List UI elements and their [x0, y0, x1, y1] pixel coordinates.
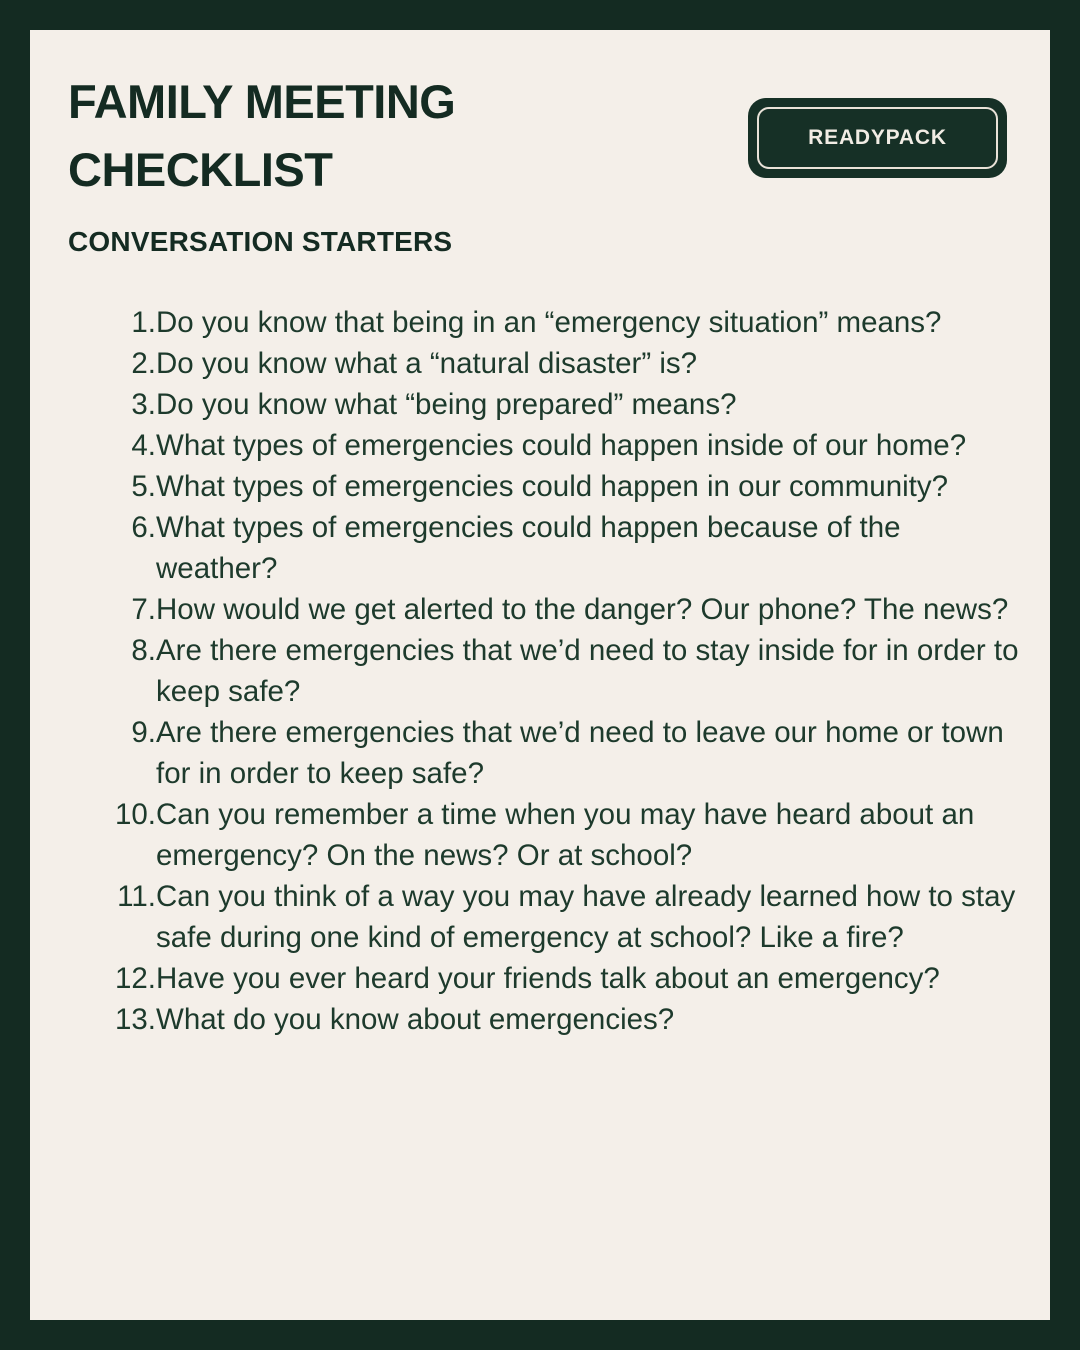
list-item-text: Are there emergencies that we’d need to stay inside for in order to keep safe? [156, 634, 1019, 708]
list-item-number: 4. [131, 429, 156, 462]
brand-badge [748, 98, 1007, 178]
list-item [68, 425, 1030, 466]
page-title-line-1: FAMILY MEETING [68, 75, 456, 128]
list-item-number: 10. [114, 798, 156, 831]
page-title-line-2: CHECKLIST [68, 143, 333, 196]
list-item [68, 302, 1030, 343]
list-item [68, 794, 1030, 876]
list-item-number: 13. [114, 1003, 156, 1036]
list-item-text: What types of emergencies could happen inside of our home? [156, 429, 967, 462]
list-item-text: What types of emergencies could happen because of the weather? [156, 511, 901, 585]
list-item [68, 712, 1030, 794]
list-item-text: Do you know what a “natural disaster” is? [156, 347, 698, 380]
list-item [68, 589, 1030, 630]
list-item-text: Can you think of a way you may have already learned how to stay safe during one kind of emergency at school? Like a fire? [156, 880, 1016, 954]
brand-badge-label: READYPACK [808, 126, 947, 149]
list-item [68, 876, 1030, 958]
list-item-number: 8. [131, 634, 156, 667]
list-item-text: Are there emergencies that we’d need to leave our home or town for in order to keep safe? [156, 716, 1004, 790]
list-item-text: How would we get alerted to the danger? Our phone? The news? [156, 593, 1009, 626]
list-item-text: Do you know that being in an “emergency situation” means? [156, 306, 942, 339]
list-item [68, 958, 1030, 999]
conversation-starters-list [68, 302, 1030, 1040]
list-item-number: 11. [117, 880, 156, 913]
list-item-number: 12. [114, 962, 156, 995]
list-item-text: Have you ever heard your friends talk about an emergency? [156, 962, 940, 995]
brand-badge-frame [757, 107, 998, 169]
list-item-number: 6. [131, 511, 156, 544]
list-item-number: 5. [131, 470, 156, 503]
list-item-text: Do you know what “being prepared” means? [156, 388, 737, 421]
list-item-text: What types of emergencies could happen in our community? [156, 470, 949, 503]
list-item-number: 7. [131, 593, 156, 626]
list-item-number: 3. [131, 388, 156, 421]
list-item-text: What do you know about emergencies? [156, 1003, 675, 1036]
list-item-number: 2. [131, 347, 156, 380]
list-item-text: Can you remember a time when you may have heard about an emergency? On the news? Or at school? [156, 798, 975, 872]
list-item [68, 999, 1030, 1040]
list-item [68, 630, 1030, 712]
list-item-number: 1. [131, 306, 156, 339]
page-title [68, 68, 688, 204]
list-item [68, 507, 1030, 589]
poster-panel [30, 30, 1050, 1320]
section-heading: CONVERSATION STARTERS [68, 226, 453, 257]
list-item [68, 384, 1030, 425]
list-item-number: 9. [131, 716, 156, 749]
list-item [68, 343, 1030, 384]
list-item [68, 466, 1030, 507]
poster-header [68, 68, 1012, 196]
